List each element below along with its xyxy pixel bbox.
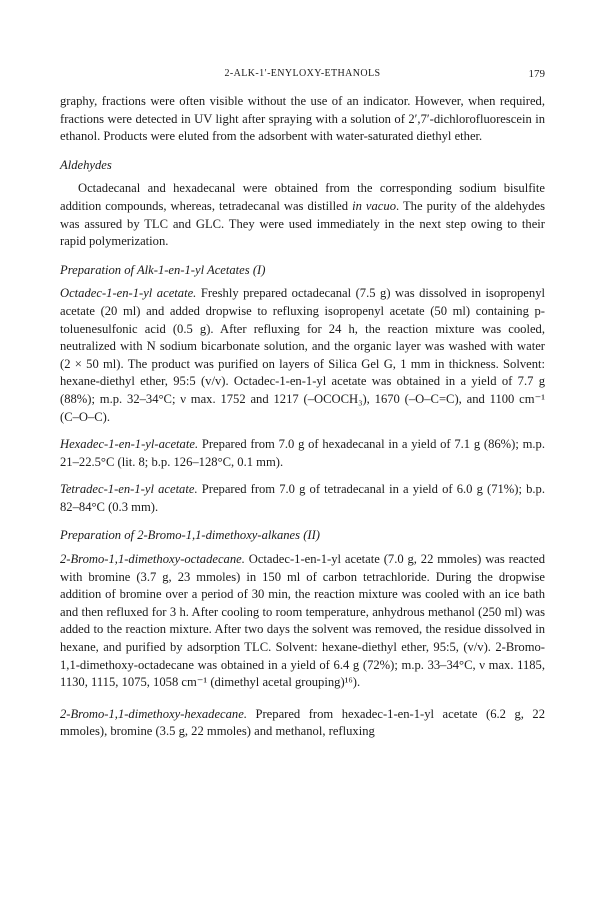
paragraph-octadecenyl-acetate xyxy=(60,285,545,426)
running-head-title: 2-ALK-1′-ENYLOXY-ETHANOLS xyxy=(224,68,381,79)
compound-name: 2-Bromo-1,1-dimethoxy-octadecane. xyxy=(60,552,245,567)
compound-name: Hexadec-1-en-1-yl-acetate. xyxy=(60,437,199,452)
procedure-text: Prepared from 7.0 g of hexadecanal in a yield of 7.1 g (86%); m.p. 21–22.5°C (lit. 8; b.p. 126–128°C, 0.1 mm). xyxy=(60,437,545,469)
running-head xyxy=(60,68,545,82)
heading-aldehydes: Aldehydes xyxy=(60,157,112,172)
aldehydes-text-a: Octadecanal and hexadecanal were obtained from the corresponding sodium bisulfite addition compounds, whereas, tetradecanal was distilled xyxy=(60,181,545,213)
compound-name: Octadec-1-en-1-yl acetate. xyxy=(60,286,197,301)
paragraph-bromo-octadecane xyxy=(60,551,545,692)
compound-name: Tetradec-1-en-1-yl acetate. xyxy=(60,482,198,497)
page-number: 179 xyxy=(528,68,545,80)
procedure-text: Freshly prepared octadecanal (7.5 g) was dissolved in isopropenyl acetate (20 ml) and added dropwise to refluxing isopropenyl acetate (50 ml) containing p-toluenesulfonic acid (0.5 g). After refluxing for 24 h, the reaction mixture was cooled, neutralized with N sodium bicarbonate solution, and the organic layer was washed with water (2 × 50 ml). The product was purified on layers of Silica Gel G, 1 mm in thickness. Solvent: hexane-diethyl ether, 95:5 (v/v). Octadec-1-en-1-yl acetate was obtained in a yield of 7.7 g (88%); m.p. 32–34°C; ν max. 1752 and 1217 (–OCOCH₃), 1670 (–O–C=C), and 1100 cm⁻¹ (C–O–C). xyxy=(60,286,545,424)
paragraph-bromo-hexadecane xyxy=(60,706,545,741)
paragraph-aldehydes xyxy=(60,180,545,250)
body-text xyxy=(60,93,545,741)
paragraph-tetradecenyl-acetate xyxy=(60,481,545,516)
compound-name: 2-Bromo-1,1-dimethoxy-hexadecane. xyxy=(60,706,247,721)
aldehydes-text-b: . The purity of the aldehydes was assured by TLC and GLC. They were used immediately in the next step owing to their rapid polymerization. xyxy=(60,198,545,249)
heading-acetates: Preparation of Alk-1-en-1-yl Acetates (I) xyxy=(60,262,266,277)
in-vacuo-text: in vacuo xyxy=(352,198,396,213)
procedure-text: Prepared from 7.0 g of tetradecanal in a yield of 6.0 g (71%); b.p. 82–84°C (0.3 mm). xyxy=(60,482,545,514)
paragraph-hexadecenyl-acetate xyxy=(60,436,545,471)
procedure-text: Octadec-1-en-1-yl acetate (7.0 g, 22 mmoles) was reacted with bromine (3.7 g, 23 mmoles) in 150 ml of carbon tetrachloride. During the dropwise addition of bromine over a period of 30 min, the reaction mixture was cooled with an ice bath and then refluxed for 3 h. After cooling to room temperature, anhydrous methanol (250 ml) was added to the reaction mixture. After two days the solvent was removed, the residue dissolved in hexane, and purified by adsorption TLC. Solvent: hexane-diethyl ether, 95:5, (v/v). 2-Bromo-1,1-dimethoxy-octadecane was obtained in a yield of 6.4 g (72%); m.p. 33–34°C, ν max. 1185, 1130, 1115, 1075, 1058 cm⁻¹ (dimethyl acetal grouping)¹⁶). xyxy=(60,552,545,690)
procedure-text: Prepared from hexadec-1-en-1-yl acetate (6.2 g, 22 mmoles), bromine (3.5 g, 22 mmoles) and methanol, refluxing xyxy=(60,706,545,739)
heading-bromo-dimethoxy: Preparation of 2-Bromo-1,1-dimethoxy-alkanes (II) xyxy=(60,528,320,543)
paragraph-chromatography: graphy, fractions were often visible without the use of an indicator. However, when required, fractions were detected in UV light after spraying with a solution of 2′,7′-dichlorofluorescein in ethanol. Products were eluted from the adsorbent with water-saturated diethyl ether. xyxy=(60,94,545,144)
